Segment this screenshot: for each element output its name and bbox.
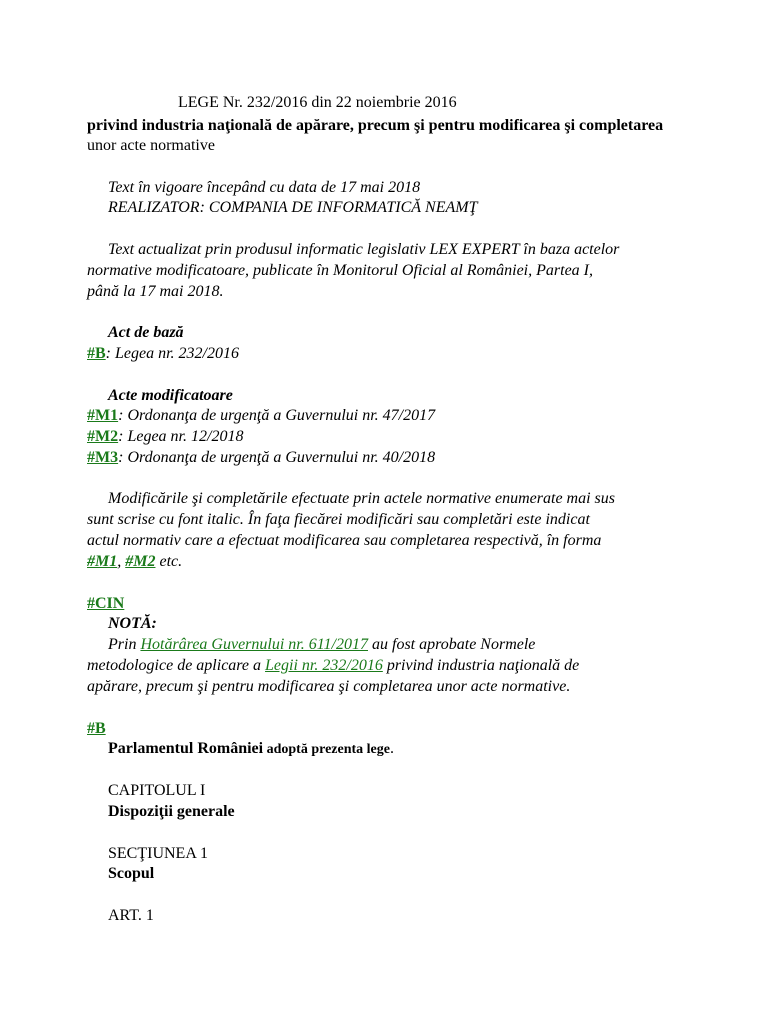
chapter-heading: CAPITOLUL I <box>108 782 206 799</box>
notice-l3: actul normativ care a efectuat modificarea sau completarea respectivă, în forma <box>87 532 602 549</box>
notice-l4 <box>87 552 182 572</box>
law-subtitle: privind industria naţională de apărare, precum şi pentru modificarea şi completarea <box>87 117 664 134</box>
note-l1 <box>108 635 535 655</box>
tag-b-link[interactable]: #B <box>87 345 106 362</box>
tag-b2-link[interactable]: #B <box>87 720 106 737</box>
tag-m1-link[interactable]: #M1 <box>87 407 119 424</box>
tag-cin-link[interactable]: #CIN <box>87 595 125 612</box>
law-232-2016-link[interactable]: Legii nr. 232/2016 <box>265 657 383 674</box>
section-title: Scopul <box>108 865 155 882</box>
chapter-title: Dispoziţii generale <box>108 803 235 820</box>
notice-sep: , <box>117 553 126 570</box>
note-l2-pre: metodologice de aplicare a <box>87 657 266 674</box>
modifying-act-m2 <box>87 427 243 447</box>
base-act-text: : Legea nr. 232/2016 <box>105 345 239 362</box>
update-paragraph-l2: normative modificatoare, publicate în Monitorul Oficial al României, Partea I, <box>87 262 593 279</box>
modifying-act-m1-text: : Ordonanţa de urgenţă a Guvernului nr. 47/2017 <box>118 407 436 424</box>
modifying-act-m3 <box>87 448 435 468</box>
section-heading: SECŢIUNEA 1 <box>108 845 208 862</box>
notice-tail: etc. <box>155 553 183 570</box>
parliament-line <box>108 739 394 760</box>
notice-l1: Modificările şi completările efectuate prin actele normative enumerate mai sus <box>108 490 615 507</box>
note-l3: apărare, precum şi pentru modificarea şi completarea unor acte normative. <box>87 678 571 695</box>
law-title: LEGE Nr. 232/2016 din 22 noiembrie 2016 <box>178 94 457 111</box>
hg-611-2017-link[interactable]: Hotărârea Guvernului nr. 611/2017 <box>140 636 368 653</box>
notice-l2: sunt scrise cu font italic. În faţa fiecărei modificări sau completări este indicat <box>87 511 590 528</box>
note-l1-post: au fost aprobate Normele <box>368 636 536 653</box>
note-l1-pre: Prin <box>108 636 141 653</box>
modifying-act-m1 <box>87 406 435 426</box>
update-paragraph-l3: până la 17 mai 2018. <box>87 283 224 300</box>
law-subtitle-cont: unor acte normative <box>87 137 215 154</box>
parliament-dot: . <box>389 740 394 757</box>
modifying-act-m3-text: : Ordonanţa de urgenţă a Guvernului nr. 40/2018 <box>118 449 436 466</box>
modifying-act-m2-text: : Legea nr. 12/2018 <box>118 428 244 445</box>
note-heading: NOTĂ: <box>108 615 157 632</box>
modifying-acts-heading: Acte modificatoare <box>108 387 233 404</box>
parliament-adopts: adoptă prezenta lege <box>263 742 390 757</box>
note-l2 <box>87 656 579 676</box>
tag-m3-link[interactable]: #M3 <box>87 449 119 466</box>
notice-tag-m1-link[interactable]: #M1 <box>87 553 118 570</box>
tag-m2-link[interactable]: #M2 <box>87 428 119 445</box>
notice-tag-m2-link[interactable]: #M2 <box>125 553 156 570</box>
author-text: REALIZATOR: COMPANIA DE INFORMATICĂ NEAMŢ <box>108 199 478 216</box>
parliament-name: Parlamentul României <box>108 740 264 757</box>
base-act-heading: Act de bază <box>108 324 184 341</box>
article-heading: ART. 1 <box>108 907 154 924</box>
note-l2-post: privind industria naţională de <box>382 657 580 674</box>
base-act-line <box>87 344 239 364</box>
update-paragraph-l1: Text actualizat prin produsul informatic legislativ LEX EXPERT în baza actelor <box>108 241 620 258</box>
in-force-text: Text în vigoare începând cu data de 17 mai 2018 <box>108 179 421 196</box>
